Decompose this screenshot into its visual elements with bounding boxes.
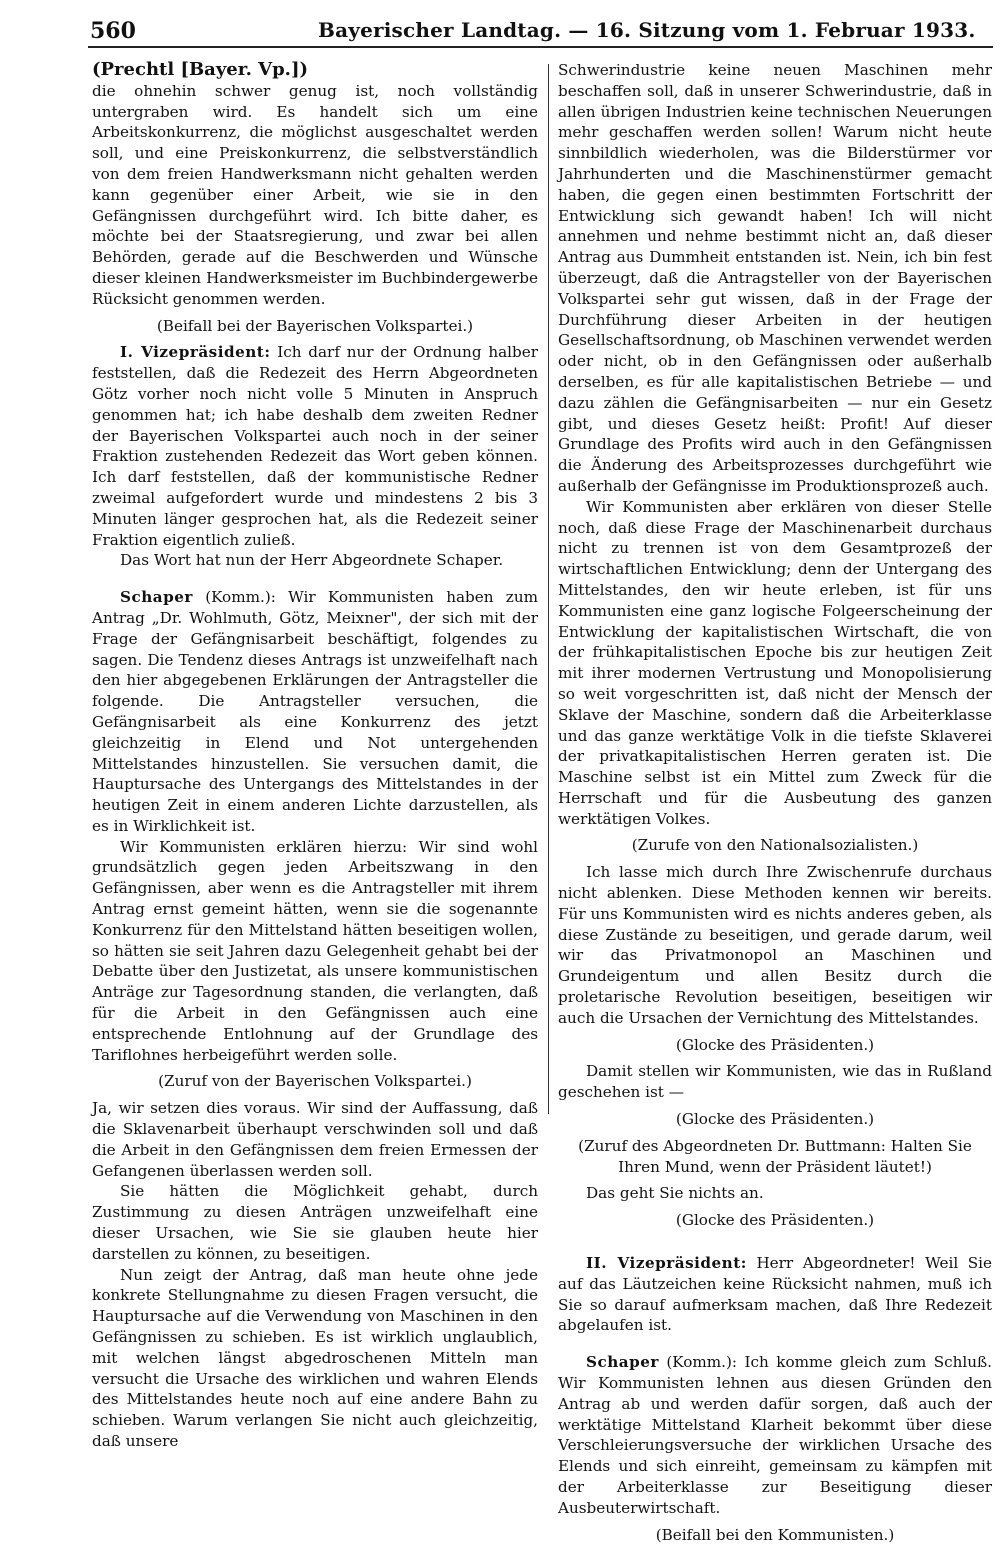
paragraph: Damit stellen wir Kommunisten, wie das in Rußland geschehen ist —	[558, 1062, 992, 1102]
speech-text: (Komm.): Ich komme gleich zum Schluß. Wir Kommunisten lehnen aus diesen Gründen den Antrag ab und werden dafür sorgen, daß auch der werktätige Mittelstand Klarheit bekommt über diese Verschleierungsversuche der wirklichen Ursache des Elends und sich einreiht, gemeinsam zu kämpfen mit der Arbeiterklasse zur Beseitigung dieser Ausbeuterwirtschaft.	[558, 1353, 992, 1517]
speaker-name: I. Vizepräsident:	[120, 343, 271, 362]
paragraph: Wir Kommunisten erklären hierzu: Wir sind wohl grundsätzlich gegen jeden Arbeitszwang in den Gefängnissen, aber wenn es die Antragsteller mit ihrem Antrag ernst gemeint hätten, wenn sie die sogenannte Konkurrenz für den Mittelstand hätten beseitigen wollen, so hätten sie seit Jahren dazu Gelegenheit gehabt bei der Debatte über den Justizetat, als unsere kommunistischen Anträge zur Tagesordnung standen, die verlangten, daß für die Arbeit in den Gefängnissen auch eine entsprechende Entlohnung auf der Grundlage des Tariflohnes herbeigeführt werden solle.	[92, 837, 538, 1064]
paragraph: Nun zeigt der Antrag, daß man heute ohne jede konkrete Stellungnahme zu diesen Fragen versucht, die Hauptursache auf die Verwendung von Maschinen in den Gefängnissen zu schieben. Es ist wirklich unglaublich, mit welchen längst abgedroschenen Mitteln man versucht die Ursache des wirklichen und wahren Elends des Mittelstandes heute noch auf eine andere Bahn zu schieben. Warum verlangen Sie nicht auch gleichzeitig, daß unsere	[92, 1265, 538, 1450]
left-column	[92, 60, 538, 1452]
paragraph: Das geht Sie nichts an.	[586, 1184, 764, 1203]
paragraph: Ich lasse mich durch Ihre Zwischenrufe durchaus nicht ablenken. Diese Methoden kennen wir bereits. Für uns Kommunisten wird es nichts anderes geben, als diese Zustände zu beseitigen, und gerade darum, weil wir das Privatmonopol an Maschinen und Grundeigentum und allen Besitz durch die proletarische Revolution beseitigen, beseitigen wir auch die Ursachen der Vernichtung des Mittelstandes.	[558, 863, 992, 1027]
paragraph: Sie hätten die Möglichkeit gehabt, durch Zustimmung zu diesen Anträgen unzweifelhaft eine dieser Ursachen, wie Sie sie glauben heute hier darstellen zu können, zu beseitigen.	[92, 1182, 538, 1263]
speech-text: Herr Abgeordneter! Weil Sie auf das Läutzeichen keine Rücksicht nahmen, muß ich Sie so darauf aufmerksam machen, daß Ihre Redezeit abgelaufen ist.	[558, 1254, 993, 1335]
interjection: (Zuruf des Abgeordneten Dr. Buttmann: Halten Sie Ihren Mund, wenn der Präsident läutet!)	[578, 1136, 972, 1176]
right-column	[558, 60, 992, 1551]
paragraph: Ja, wir setzen dies voraus. Wir sind der Auffassung, daß die Sklavenarbeit überhaupt verschwinden soll und daß die Arbeit in den Gefängnissen dem freien Ermessen der Gefangenen überlassen werden soll.	[92, 1099, 538, 1180]
page-number: 560	[90, 18, 136, 44]
speech	[92, 587, 538, 837]
interjection: (Glocke des Präsidenten.)	[675, 1211, 875, 1230]
speech	[558, 1253, 992, 1336]
speaker-name: II. Vizepräsident:	[586, 1254, 747, 1273]
speech-text: Ich darf nur der Ordnung halber feststellen, daß die Redezeit des Herrn Abgeordneten Götz vorher noch nicht volle 5 Minuten in Anspruch genommen hat; ich habe deshalb dem zweiten Redner der Bayerischen Volkspartei auch noch in der seiner Fraktion zustehenden Redezeit das Wort geben können. Ich darf feststellen, daß der kommunistische Redner zweimal aufgefordert wurde und mindestens 2 bis 3 Minuten länger gesprochen hat, als die Redezeit seiner Fraktion eigentlich zuließ.	[92, 343, 539, 549]
paragraph: Wir Kommunisten aber erklären von dieser Stelle noch, daß diese Frage der Maschinenarbeit durchaus nicht zu trennen ist von dem Gesamtprozeß der wirtschaftlichen Entwicklung; denn der Untergang des Mittelstandes, den wir heute erleben, ist für uns Kommunisten eine ganz logische Folgeerscheinung der Entwicklung der kapitalistischen Wirtschaft, die von der frühkapitalistischen Epoche bis zur heutigen Zeit mit ihrer modernen Vertrustung und Monopolisierung so weit vorgeschritten ist, daß nicht der Mensch der Sklave der Maschine, sondern daß die Arbeiterklasse und das ganze werktätige Volk in die tiefste Sklaverei der privatkapitalistischen Herren geraten ist. Die Maschine selbst ist ein Mittel zum Zweck für die Herrschaft und für die Ausbeutung des ganzen werktätigen Volkes.	[558, 497, 992, 828]
continuation-speaker: (Prechtl [Bayer. Vp.])	[92, 59, 308, 80]
speaker-name: Schaper	[586, 1353, 659, 1372]
interjection: (Glocke des Präsidenten.)	[675, 1110, 875, 1129]
page-header	[0, 0, 1000, 60]
header-rule	[88, 46, 993, 48]
interjection: (Zurufe von den Nationalsozialisten.)	[631, 836, 919, 855]
speech	[92, 342, 538, 550]
paragraph: Schwerindustrie keine neuen Maschinen mehr beschaffen soll, daß in unserer Schwerindustrie, daß in allen übrigen Industrien keine technischen Neuerungen mehr geschaffen werden sollen! Warum nicht heute sinnbildlich wiederholen, was die Bilderstürmer vor Jahrhunderten und die Maschinenstürmer gemacht haben, die gegen einen bestimmten Fortschritt der Entwicklung sich gewandt haben! Ich will nicht annehmen und nehme bestimmt nicht an, daß dieser Antrag aus Dummheit entstanden ist. Nein, ich bin fest überzeugt, daß die Antragsteller von der Bayerischen Volkspartei sehr gut wissen, daß in der Frage der Durchführung dieser Arbeiten in der heutigen Gesellschaftsordnung, ob Maschinen verwendet werden oder nicht, ob in den Gefängnissen oder außerhalb derselben, es für alle kapitalistischen Betriebe — und dazu zählen die Gefängnisarbeiten — nur ein Gesetz gibt, und dieses Gesetz heißt: Profit! Auf dieser Grundlage des Profits wird auch in den Gefängnissen die Änderung des Arbeitsprozesses durchgeführt wie außerhalb der Gefängnisse im Produktionsprozeß auch.	[558, 61, 992, 495]
speaker-name: Schaper	[120, 588, 193, 607]
paragraph: die ohnehin schwer genug ist, noch vollständig untergraben wird. Es handelt sich um eine Arbeitskonkurrenz, die möglichst ausgeschaltet werden soll, und eine Preiskonkurrenz, die selbstverständlich von dem freien Handwerksmann nicht gehalten werden kann gegenüber einer Arbeit, wie sie in den Gefängnissen durchgeführt wird. Ich bitte daher, es möchte bei der Staatsregierung, und zwar bei allen Behörden, gerade auf die Beschwerden und Wünsche dieser kleinen Handwerksmeister im Buchbindergewerbe Rücksicht genommen werden.	[92, 81, 538, 308]
interjection: (Zuruf von der Bayerischen Volkspartei.)	[158, 1072, 472, 1091]
speech	[558, 1352, 992, 1518]
interjection: (Beifall bei den Kommunisten.)	[655, 1525, 895, 1544]
paragraph: Das Wort hat nun der Herr Abgeordnete Schaper.	[120, 551, 504, 570]
running-title: Bayerischer Landtag. — 16. Sitzung vom 1. Februar 1933.	[318, 18, 976, 42]
interjection: (Beifall bei der Bayerischen Volkspartei.)	[156, 316, 474, 335]
column-divider	[548, 64, 549, 1114]
speech-text: (Komm.): Wir Kommunisten haben zum Antrag „Dr. Wohlmuth, Götz, Meixner", der sich mit der Frage der Gefängnisarbeit beschäftigt, folgendes zu sagen. Die Tendenz dieses Antrags ist unzweifelhaft nach den hier abgegebenen Erklärungen der Antragsteller die folgende. Die Antragsteller versuchen, die Gefängnisarbeit als eine Konkurrenz des jetzt gleichzeitig in Elend und Not untergehenden Mittelstandes hinzustellen. Sie versuchen damit, die Hauptursache des Untergangs des Mittelstandes in der heutigen Zeit in einem anderen Lichte darzustellen, als es in Wirklichkeit ist.	[92, 588, 538, 835]
interjection: (Glocke des Präsidenten.)	[675, 1035, 875, 1054]
